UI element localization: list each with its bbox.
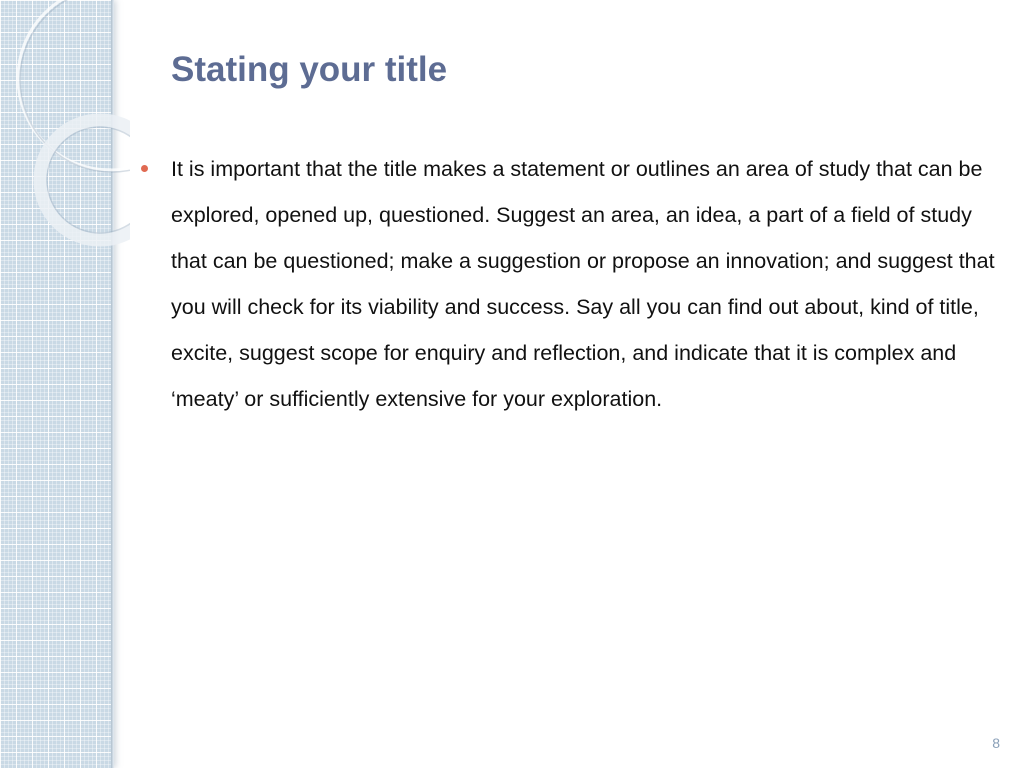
slide-body: [140, 146, 1000, 422]
bullet-item: [140, 146, 1000, 422]
lower-ring: [40, 120, 130, 240]
upper-ring-shadow: [20, 0, 130, 172]
upper-ring: [18, 0, 130, 170]
decorative-rings: [0, 0, 130, 260]
page-number: 8: [992, 735, 1000, 751]
slide-title: Stating your title: [171, 50, 448, 89]
bullet-text: It is important that the title makes a statement or outlines an area of study that can be explored, opened up, questioned. Suggest an area, an idea, a part of a field of study that can be questioned; make a suggestion or propose an innovation; and suggest that you will check for its viability and success. Say all you can find out about, kind of title, excite, suggest scope for enquiry and reflection, and indicate that it is complex and ‘meaty’ or sufficiently extensive for your exploration.: [171, 157, 995, 411]
bullet-dot-icon: [141, 165, 148, 172]
